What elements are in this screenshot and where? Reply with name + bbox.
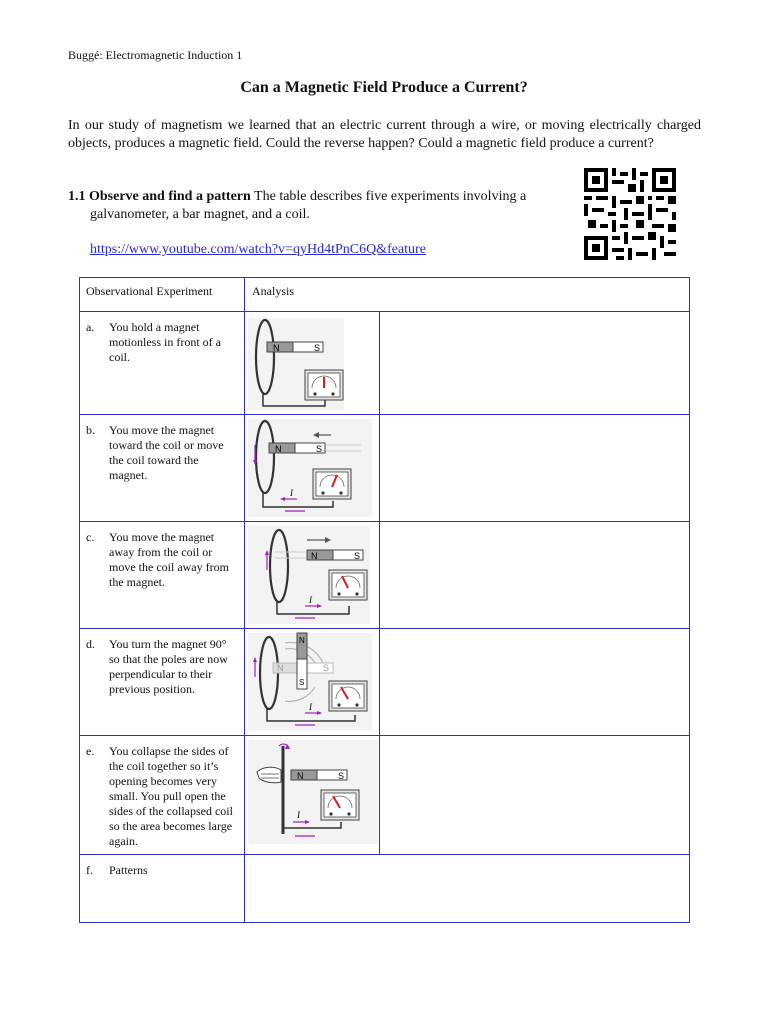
current-label: I [297,810,300,820]
row-description: You move the magnet away from the coil or move the coil away from the magnet. [109,530,229,589]
intro-paragraph: In our study of magnetism we learned that an electric current through a wire, or moving electrically charged objects, produces a magnetic field. Could the reverse happen? Could a magnetic field produce a current? [68,118,701,151]
row-letter: d. [86,637,95,651]
north-label: N [275,444,282,454]
row-description: Patterns [109,863,148,877]
row-letter: b. [86,423,95,437]
section-1-1 [68,188,568,224]
north-label: N [311,551,318,561]
north-label: N [297,771,304,781]
coil-magnet-figure [245,629,379,735]
north-label: N [273,343,280,353]
table-row [80,629,690,736]
analysis-cell[interactable] [245,312,690,415]
column-header-analysis: Analysis [245,278,690,312]
table-row [80,522,690,629]
row-letter: f. [86,863,93,877]
north-label: N [299,636,305,645]
table-row [80,736,690,855]
analysis-cell[interactable] [245,415,690,522]
analysis-cell[interactable] [245,522,690,629]
patterns-answer-area[interactable] [245,855,690,923]
page-title: Can a Magnetic Field Produce a Current? [240,79,528,96]
current-label: I [309,702,312,712]
coil-magnet-figure [245,415,379,521]
row-letter: e. [86,744,95,758]
analysis-cell[interactable] [245,629,690,736]
south-label: S [299,678,305,687]
running-header: Buggé: Electromagnetic Induction 1 [68,48,243,62]
section-text-1: The table describes five experiments involving a [254,189,527,204]
section-number: 1.1 [68,189,86,204]
row-description: You hold a magnet motionless in front of a coil. [109,320,221,364]
section-text-2: galvanometer, a bar magnet, and a coil. [90,207,310,222]
table-row [80,312,690,415]
current-label: I [290,488,293,498]
coil-magnet-figure [245,736,379,854]
analysis-answer-area[interactable] [379,522,380,628]
column-header-experiment: Observational Experiment [80,278,245,312]
south-label: S [354,551,361,561]
analysis-answer-area[interactable] [379,736,380,854]
analysis-answer-area[interactable] [379,629,380,735]
experiment-table [79,277,690,923]
south-label: S [314,343,321,353]
row-description: You collapse the sides of the coil together so it’s opening becomes very small. You pull open the sides of the collapsed coil so the area becomes large again. [109,744,233,848]
row-letter: a. [86,320,95,334]
south-label: S [338,771,345,781]
analysis-answer-area[interactable] [379,312,380,414]
table-row [80,855,690,923]
north-label: N [277,663,284,673]
analysis-answer-area[interactable] [379,415,380,521]
coil-magnet-figure [245,312,379,414]
analysis-cell[interactable] [245,736,690,855]
table-row [80,415,690,522]
south-label: S [323,663,330,673]
youtube-link[interactable]: https://www.youtube.com/watch?v=qyHd4tPnC6Q&feature [90,242,426,257]
section-heading: Observe and find a pattern [89,189,251,204]
row-letter: c. [86,530,95,544]
current-label: I [309,595,312,605]
qr-code-icon [582,166,678,262]
row-description: You turn the magnet 90° so that the poles are now perpendicular to their previous position. [109,637,228,696]
coil-magnet-figure [245,522,379,628]
row-description: You move the magnet toward the coil or move the coil toward the magnet. [109,423,224,482]
south-label: S [316,444,323,454]
